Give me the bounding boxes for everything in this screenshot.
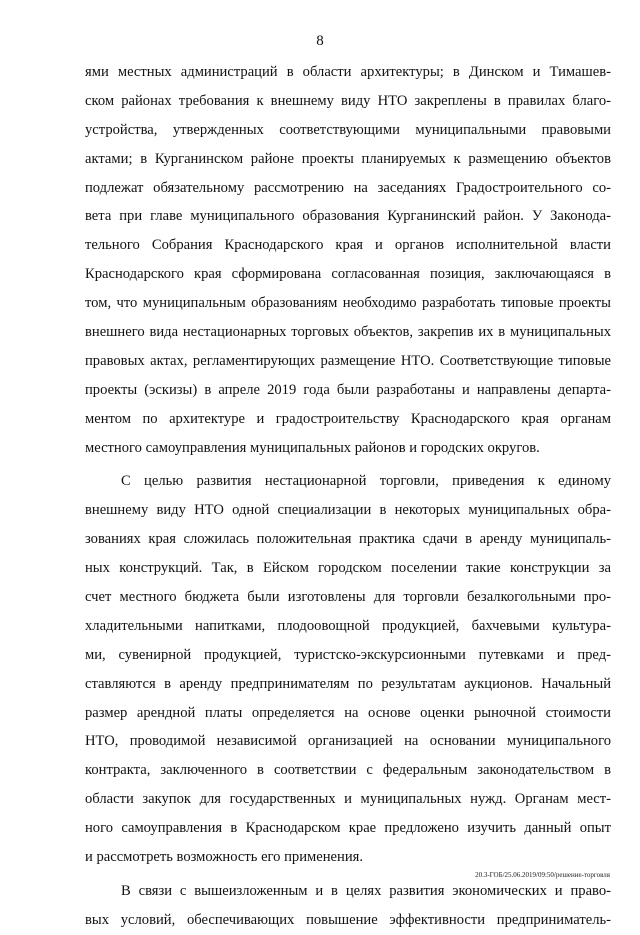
text-line: ями местных администраций в области архитектуры; в Динском и Тимашев-: [85, 64, 611, 80]
text-line: устройства, утвержденных соответствующими муниципальными правовыми: [85, 121, 611, 138]
text-line: зованиях края сложилась положительная практика сдачи в аренду муниципаль-: [85, 531, 611, 548]
text-line: размер арендной платы определяется на основе оценки рыночной стоимости: [85, 704, 611, 721]
text-line: Краснодарского края сформирована согласованная позиция, заключающаяся в: [85, 266, 611, 283]
text-line: ми, сувенирной продукцией, туристско-экскурсионными путевками и пред-: [85, 646, 611, 663]
text-line: В связи с вышеизложенным и в целях развития экономических и право-: [121, 882, 611, 899]
text-line: ного самоуправления в Краснодарском крае предложено изучить данный опыт: [85, 820, 611, 837]
text-line: ных конструкций. Так, в Ейском городском поселении такие конструкции за: [85, 560, 611, 577]
text-line: вета при главе муниципального образования Курганинский район. У Законода-: [85, 208, 611, 225]
text-line: счет местного бюджета были изготовлены для торговли безалкогольными про-: [85, 589, 611, 606]
text-line: ставляются в аренду предпринимателям по результатам аукционов. Начальный: [85, 675, 611, 692]
page-number: 8: [316, 33, 324, 49]
text-line: местного самоуправления муниципальных районов и городских округов.: [85, 439, 540, 456]
text-line: актами; в Курганинском районе проекты планируемых к размещению объектов: [85, 150, 611, 167]
text-line: проекты (эскизы) в апреле 2019 года были разработаны и направлены департа-: [85, 381, 611, 398]
text-line: НТО, проводимой независимой организацией на основании муниципального: [85, 733, 611, 750]
paragraph-3: [85, 877, 611, 935]
text-line: ментом по архитектуре и градостроительству Краснодарского края органам: [85, 410, 611, 427]
document-footer-code: 20.3-ГОБ/25.06.2019/09:50/решение-торговля: [475, 871, 610, 879]
text-line: подлежат обязательному рассмотрению на заседаниях Градостроительного со-: [85, 179, 611, 196]
text-line: правовых актах, регламентирующих размещение НТО. Соответствующие типовые: [85, 352, 611, 369]
text-line: и рассмотреть возможность его применения.: [85, 849, 364, 866]
text-line: тельного Собрания Краснодарского края и органов исполнительной власти: [85, 237, 611, 254]
text-line: внешнего вида нестационарных торговых объектов, закрепив их в муниципальных: [85, 324, 611, 341]
text-line: контракта, заключенного в соответствии с федеральным законодательством в: [85, 762, 611, 779]
text-line: области закупок для государственных и муниципальных нужд. Органам мест-: [85, 791, 611, 808]
paragraph-2: [85, 467, 611, 871]
document-body: [85, 58, 611, 935]
text-line: вых условий, обеспечивающих повышение эффективности предприниматель-: [85, 911, 611, 928]
text-line: внешнему виду НТО одной специализации в некоторых муниципальных обра-: [85, 502, 611, 519]
paragraph-1: [85, 58, 611, 462]
text-line: С целью развития нестационарной торговли, приведения к единому: [121, 473, 611, 490]
text-line: том, что муниципальным образованиям необходимо разработать типовые проекты: [85, 295, 611, 312]
text-line: ском районах требования к внешнему виду НТО закреплены в правилах благо-: [85, 92, 611, 109]
text-line: хладительными напитками, плодоовощной продукцией, бахчевыми культура-: [85, 617, 611, 634]
